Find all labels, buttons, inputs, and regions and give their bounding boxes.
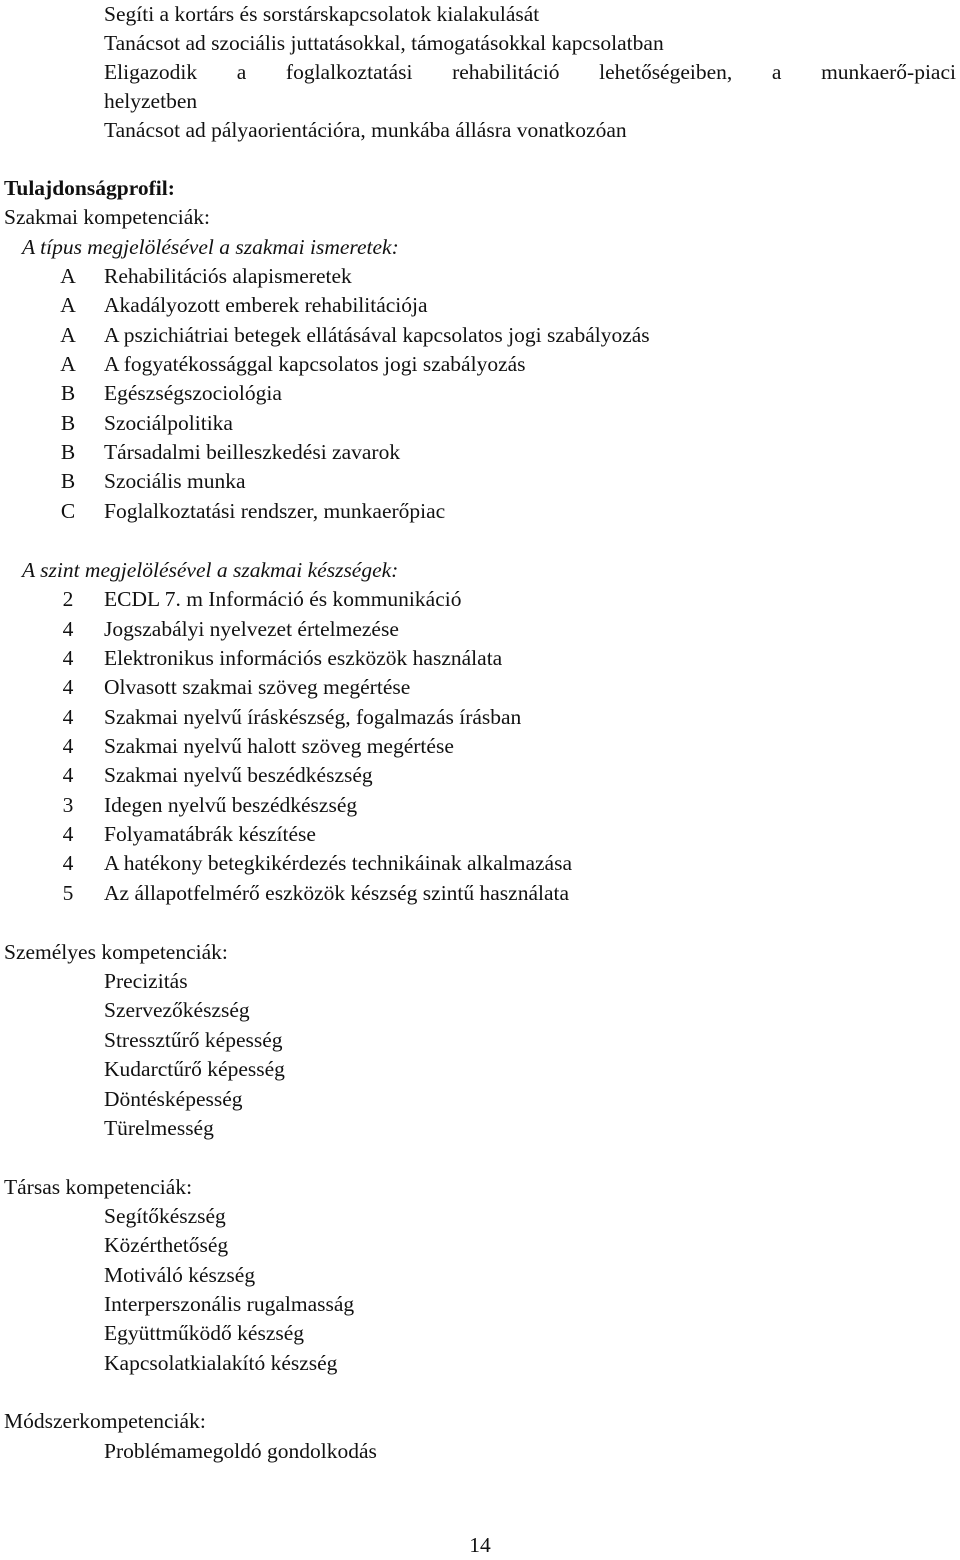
knowledge-code: A (60, 293, 76, 317)
skill-level: 4 (62, 763, 74, 787)
skill-level: 4 (62, 705, 74, 729)
knowledge-item: Akadályozott emberek rehabilitációja (104, 293, 428, 317)
personal-item: Kudarctűrő képesség (104, 1057, 285, 1081)
profile-title: Tulajdonságprofil: (4, 176, 175, 200)
intro-line: helyzetben (104, 89, 198, 113)
knowledge-item: Rehabilitációs alapismeretek (104, 264, 352, 288)
personal-item: Precizitás (104, 969, 188, 993)
knowledge-code: B (60, 411, 76, 435)
method-heading: Módszerkompetenciák: (4, 1409, 206, 1433)
knowledge-item: A pszichiátriai betegek ellátásával kapcsolatos jogi szabályozás (104, 323, 650, 347)
skill-item: Idegen nyelvű beszédkészség (104, 793, 358, 817)
skill-item: Elektronikus információs eszközök használata (104, 646, 503, 670)
social-item: Motiváló készség (104, 1263, 256, 1287)
knowledge-item: Szociális munka (104, 469, 246, 493)
knowledge-code: C (60, 499, 76, 523)
skill-item: Szakmai nyelvű íráskészség, fogalmazás írásban (104, 705, 522, 729)
knowledge-code: B (60, 381, 76, 405)
method-item: Problémamegoldó gondolkodás (104, 1439, 377, 1463)
knowledge-item: Szociálpolitika (104, 411, 233, 435)
skill-item: ECDL 7. m Információ és kommunikáció (104, 587, 462, 611)
skill-item: Folyamatábrák készítése (104, 822, 316, 846)
personal-item: Döntésképesség (104, 1087, 243, 1111)
intro-word: a (771, 60, 782, 84)
skills-heading: A szint megjelölésével a szakmai készségek: (22, 558, 399, 582)
knowledge-heading: A típus megjelölésével a szakmai ismeretek: (22, 235, 399, 259)
knowledge-code: B (60, 469, 76, 493)
skill-item: A hatékony betegkikérdezés technikáinak alkalmazása (104, 851, 573, 875)
intro-word: lehetőségeiben, (599, 60, 733, 84)
personal-item: Türelmesség (104, 1116, 214, 1140)
social-item: Segítőkészség (104, 1204, 226, 1228)
social-item: Együttműködő készség (104, 1321, 305, 1345)
intro-line: Tanácsot ad pályaorientációra, munkába állásra vonatkozóan (104, 118, 627, 142)
skill-level: 4 (62, 851, 74, 875)
skill-level: 4 (62, 734, 74, 758)
intro-word: munkaerő-piaci (821, 60, 956, 84)
skill-item: Az állapotfelmérő eszközök készség szintű használata (104, 881, 570, 905)
intro-line-justified (104, 58, 956, 87)
skill-level: 4 (62, 675, 74, 699)
personal-item: Stressztűrő képesség (104, 1028, 283, 1052)
knowledge-item: Egészségszociológia (104, 381, 282, 405)
knowledge-item: A fogyatékossággal kapcsolatos jogi szabályozás (104, 352, 526, 376)
professional-heading: Szakmai kompetenciák: (4, 205, 210, 229)
intro-line: Tanácsot ad szociális juttatásokkal, támogatásokkal kapcsolatban (104, 31, 664, 55)
knowledge-item: Társadalmi beilleszkedési zavarok (104, 440, 401, 464)
intro-word: a (236, 60, 247, 84)
skill-level: 4 (62, 822, 74, 846)
intro-word: Eligazodik (104, 60, 198, 84)
skill-item: Szakmai nyelvű halott szöveg megértése (104, 734, 454, 758)
personal-heading: Személyes kompetenciák: (4, 940, 228, 964)
knowledge-code: A (60, 352, 76, 376)
skill-item: Szakmai nyelvű beszédkészség (104, 763, 373, 787)
personal-item: Szervezőkészség (104, 998, 250, 1022)
social-item: Közérthetőség (104, 1233, 229, 1257)
knowledge-code: A (60, 323, 76, 347)
knowledge-code: A (60, 264, 76, 288)
skill-level: 4 (62, 646, 74, 670)
social-heading: Társas kompetenciák: (4, 1175, 193, 1199)
intro-word: foglalkoztatási (285, 60, 413, 84)
social-item: Kapcsolatkialakító készség (104, 1351, 338, 1375)
skill-item: Jogszabályi nyelvezet értelmezése (104, 617, 399, 641)
social-item: Interperszonális rugalmasság (104, 1292, 355, 1316)
skill-level: 3 (62, 793, 74, 817)
skill-level: 2 (62, 587, 74, 611)
page-number: 14 (469, 1533, 491, 1557)
intro-word: rehabilitáció (452, 60, 560, 84)
skill-level: 4 (62, 617, 74, 641)
knowledge-code: B (60, 440, 76, 464)
intro-line: Segíti a kortárs és sorstárskapcsolatok kialakulását (104, 2, 540, 26)
skill-level: 5 (62, 881, 74, 905)
skill-item: Olvasott szakmai szöveg megértése (104, 675, 411, 699)
knowledge-item: Foglalkoztatási rendszer, munkaerőpiac (104, 499, 446, 523)
